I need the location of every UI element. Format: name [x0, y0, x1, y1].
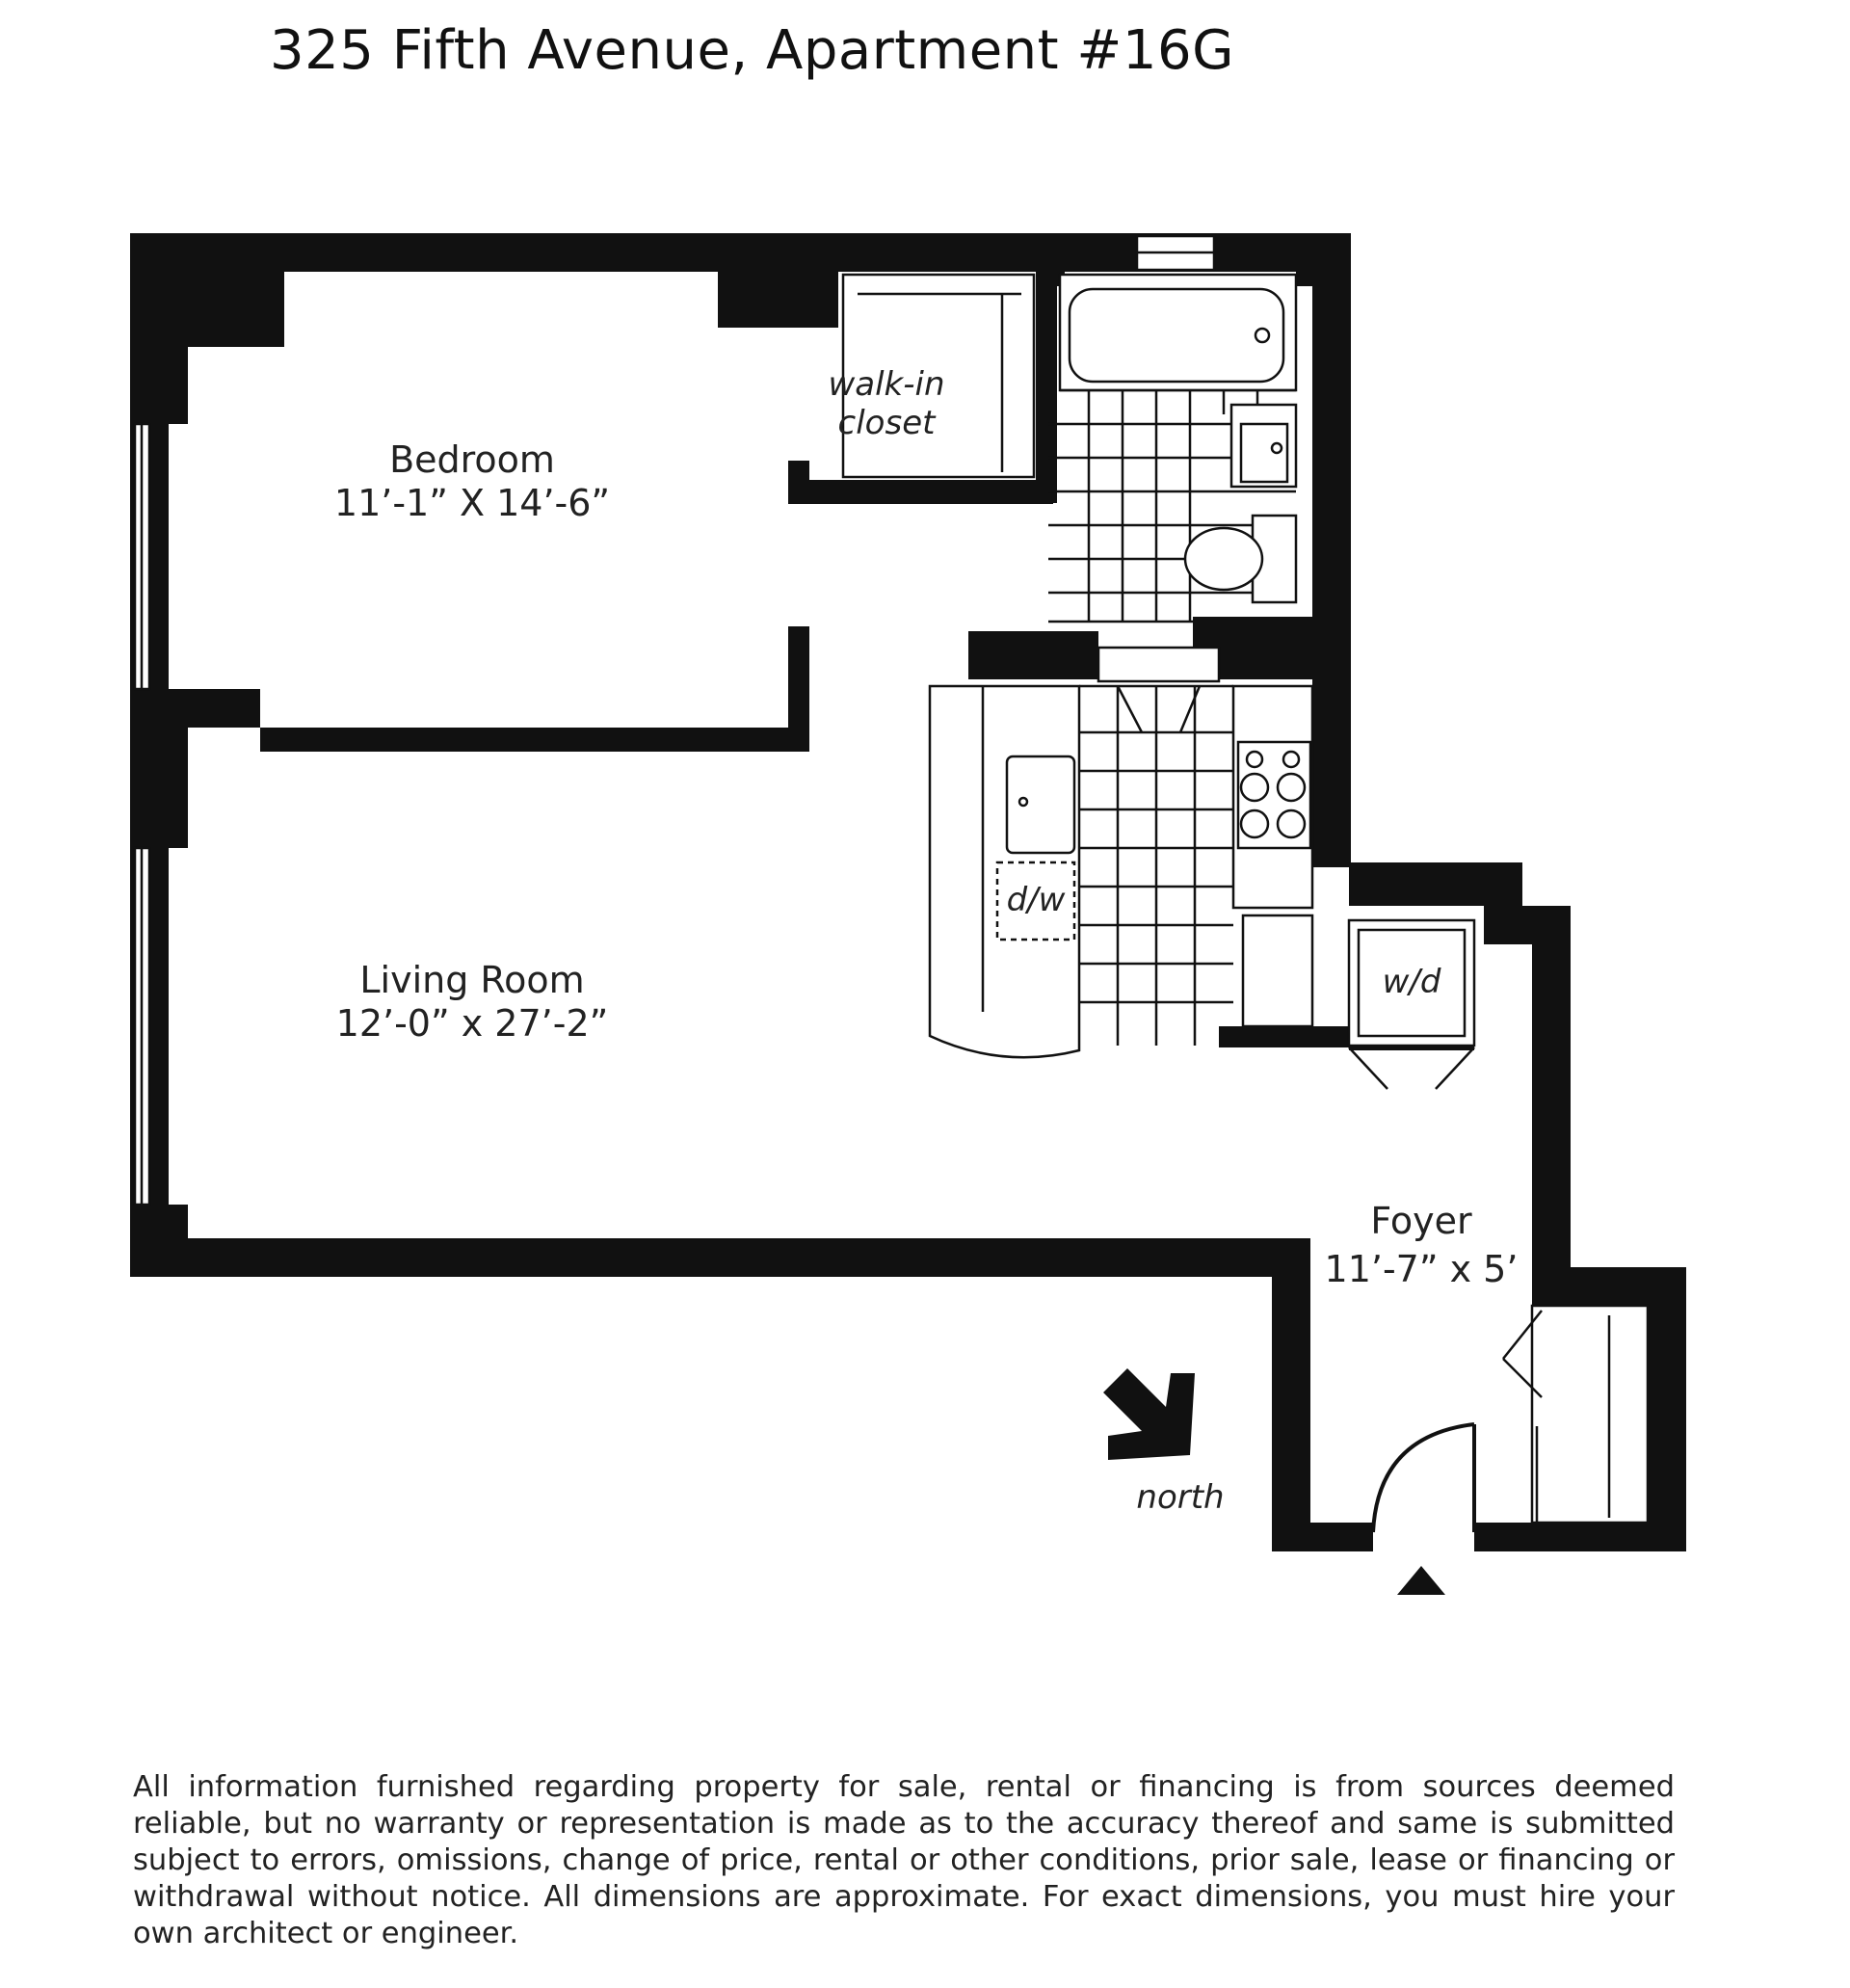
foyer-closet — [1503, 1306, 1648, 1523]
washer-dryer-closet — [1349, 920, 1474, 1089]
kitchen — [930, 631, 1349, 1057]
walk-in-closet-label-line1: walk-in — [828, 365, 945, 404]
foyer-label: Foyer — [1370, 1200, 1472, 1242]
dishwasher-label: d/w — [1006, 881, 1066, 919]
walk-in-closet-label-line2: closet — [837, 404, 936, 442]
living-room-label: Living Room — [359, 959, 585, 1001]
bedroom-dimensions: 11’-1” X 14’-6” — [333, 482, 611, 524]
north-arrow-icon — [1103, 1368, 1195, 1460]
foyer-dimensions: 11’-7” x 5’ — [1324, 1248, 1519, 1290]
entry-door — [1373, 1424, 1474, 1595]
bathroom — [1036, 236, 1315, 655]
living-room-dimensions: 12’-0” x 27’-2” — [335, 1002, 609, 1045]
page-title: 325 Fifth Avenue, Apartment #16G — [270, 19, 1235, 82]
bedroom-label: Bedroom — [389, 438, 555, 481]
washer-dryer-label: w/d — [1382, 963, 1441, 1001]
north-label: north — [1136, 1478, 1225, 1517]
disclaimer: All information furnished regarding property for sale, rental or financing is from sources deemed reliable, but no warranty or representation is made as to the accuracy thereof and same is submitted subject to errors, omissions, change of price, rental or other conditions, prior sale, lease or financing or withdrawal without notice. All dimensions are approximate. For exact dimensions, you must hire your own architect or engineer. — [133, 1770, 1675, 1950]
